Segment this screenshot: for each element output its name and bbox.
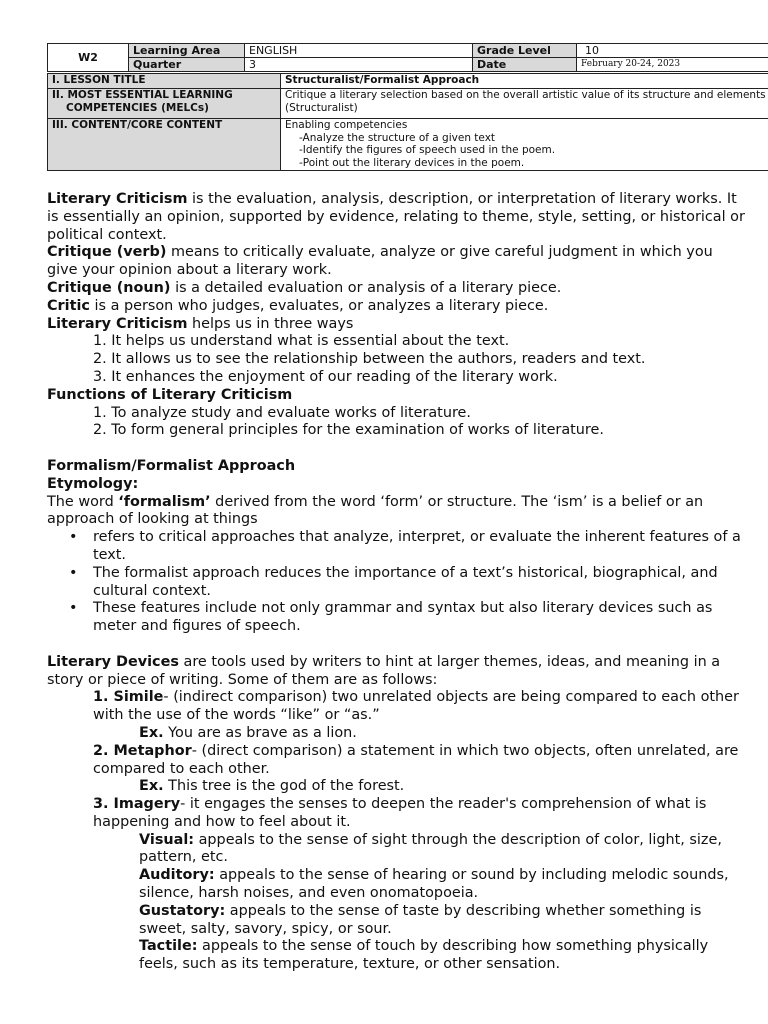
term: 3. Imagery: [93, 796, 181, 813]
definition: appeals to the sense of sight through the description of color, light, size, pattern, etc.: [139, 831, 722, 866]
example-label: Ex.: [139, 724, 164, 741]
etymology-heading: Etymology:: [47, 475, 139, 492]
example-label: Ex.: [139, 778, 164, 795]
learning-area-value: ENGLISH: [245, 44, 473, 58]
date-label: Date: [473, 58, 577, 72]
bullet-text: refers to critical approaches that analyze, interpret, or evaluate the inherent features of a text.: [93, 529, 741, 563]
term: Visual:: [139, 831, 195, 848]
literary-devices-definition: [47, 654, 747, 690]
list-item: [47, 529, 747, 565]
term: Critique (verb): [47, 244, 167, 261]
definition: appeals to the sense of taste by describing whether something is sweet, salty, savory, spicy, or sour.: [139, 902, 702, 937]
bullet-text: These features include not only grammar and syntax but also literary devices such as meter and figures of speech.: [93, 600, 713, 635]
critic-definition: [47, 298, 747, 316]
list-item: 1. It helps us understand what is essential about the text.: [93, 333, 510, 350]
term: 2. Metaphor: [93, 742, 192, 759]
imagery-definition: [47, 796, 747, 832]
helps-heading: [47, 316, 747, 334]
simile-example: [47, 725, 747, 743]
learning-area-label: Learning Area: [129, 44, 245, 58]
term: Literary Criticism: [47, 191, 188, 207]
definition: - it engages the senses to deepen the reader's comprehension of what is happening and how to feel about it.: [93, 796, 707, 830]
definition: - (direct comparison) a statement in which two objects, often unrelated, are compared to each other.: [93, 742, 739, 777]
list-item: 2. It allows us to see the relationship between the authors, readers and text.: [93, 351, 646, 368]
definition: is the evaluation, analysis, description, or interpretation of literary works. It is essentially an opinion, supported by evidence, relating to theme, style, setting, or historical or political context.: [47, 191, 745, 243]
content-item: -Identify the figures of speech used in the poem.: [299, 144, 556, 156]
bullet-icon: •: [69, 600, 78, 617]
list-item: 1. To analyze study and evaluate works of literature.: [93, 404, 471, 421]
term: Critic: [47, 297, 90, 314]
literary-criticism-definition: [47, 191, 747, 244]
term: Tactile:: [139, 938, 198, 955]
gustatory-definition: [47, 903, 747, 939]
term: Critique (noun): [47, 279, 171, 296]
date-value: February 20-24, 2023: [577, 58, 768, 72]
list-item: 2. To form general principles for the examination of works of literature.: [93, 422, 604, 439]
term: Gustatory:: [139, 902, 226, 919]
term: Literary Criticism: [47, 315, 188, 332]
term: 1. Simile: [93, 689, 164, 706]
critique-noun-definition: [47, 280, 747, 298]
metaphor-definition: [47, 743, 747, 779]
bullet-icon: •: [69, 529, 78, 546]
grade-level-label: Grade Level: [473, 44, 577, 58]
text: derived from the word ‘form’ or structure. The ‘ism’ is a belief or an approach of looking at things: [47, 493, 704, 528]
content-label: III. CONTENT/CORE CONTENT: [48, 119, 281, 171]
simile-definition: [47, 689, 747, 725]
tactile-definition: [47, 938, 747, 974]
visual-definition: [47, 832, 747, 868]
week-label: W2: [48, 44, 129, 72]
content-value: [281, 119, 768, 171]
definition: appeals to the sense of hearing or sound by including melodic sounds, silence, harsh noises, and even onomatopoeia.: [139, 867, 729, 902]
text: The word: [47, 493, 119, 510]
definition: are tools used by writers to hint at larger themes, ideas, and meaning in a story or piece of writing. Some of them are as follows:: [47, 653, 721, 688]
critique-verb-definition: [47, 244, 747, 280]
formalism-heading: Formalism/Formalist Approach: [47, 457, 296, 474]
bullet-text: The formalist approach reduces the importance of a text’s historical, biographical, and cultural context.: [93, 564, 718, 599]
content-item: -Analyze the structure of a given text: [299, 131, 496, 144]
quarter-label: Quarter: [129, 58, 245, 72]
metaphor-example: [47, 778, 747, 796]
melcs-label: [48, 89, 281, 119]
list-item: [47, 565, 747, 601]
grade-level-value: 10: [577, 44, 768, 58]
etymology-text: [47, 494, 747, 530]
melcs-label-line-1: II. MOST ESSENTIAL LEARNING: [52, 89, 233, 101]
lesson-title-value: Structuralist/Formalist Approach: [281, 74, 768, 89]
header-table: [47, 43, 768, 72]
definition: is a person who judges, evaluates, or analyzes a literary piece.: [89, 297, 549, 314]
definition: helps us in three ways: [187, 315, 354, 332]
formalism-bullets: [47, 529, 747, 636]
definition: appeals to the sense of touch by describing how something physically feels, such as its temperature, texture, or other sensation.: [139, 938, 709, 973]
lesson-meta-table: [47, 73, 768, 171]
term: Auditory:: [139, 867, 215, 884]
term: ‘formalism’: [118, 493, 211, 510]
example-text: This tree is the god of the forest.: [163, 778, 405, 795]
example-text: You are as brave as a lion.: [163, 724, 357, 741]
melcs-label-line-2: COMPETENCIES (MELCs): [66, 101, 209, 114]
content-heading: Enabling competencies: [285, 119, 408, 131]
definition: - (indirect comparison) two unrelated objects are being compared to each other with the use of the words “like” or “as.”: [93, 689, 739, 724]
definition: is a detailed evaluation or analysis of a literary piece.: [170, 279, 562, 296]
content-item: -Point out the literary devices in the poem.: [299, 156, 525, 169]
term: Literary Devices: [47, 653, 179, 670]
functions-heading: Functions of Literary Criticism: [47, 386, 293, 403]
definition: means to critically evaluate, analyze or give careful judgment in which you give your opinion about a literary work.: [47, 244, 713, 279]
lesson-content: [47, 191, 747, 974]
auditory-definition: [47, 867, 747, 903]
lesson-title-label: I. LESSON TITLE: [48, 74, 281, 89]
list-item: [47, 600, 747, 636]
list-item: 3. It enhances the enjoyment of our reading of the literary work.: [93, 368, 558, 385]
bullet-icon: •: [69, 564, 78, 581]
melcs-value: Critique a literary selection based on the overall artistic value of its structure and elements (Structuralist): [281, 89, 768, 119]
quarter-value: 3: [245, 58, 473, 72]
